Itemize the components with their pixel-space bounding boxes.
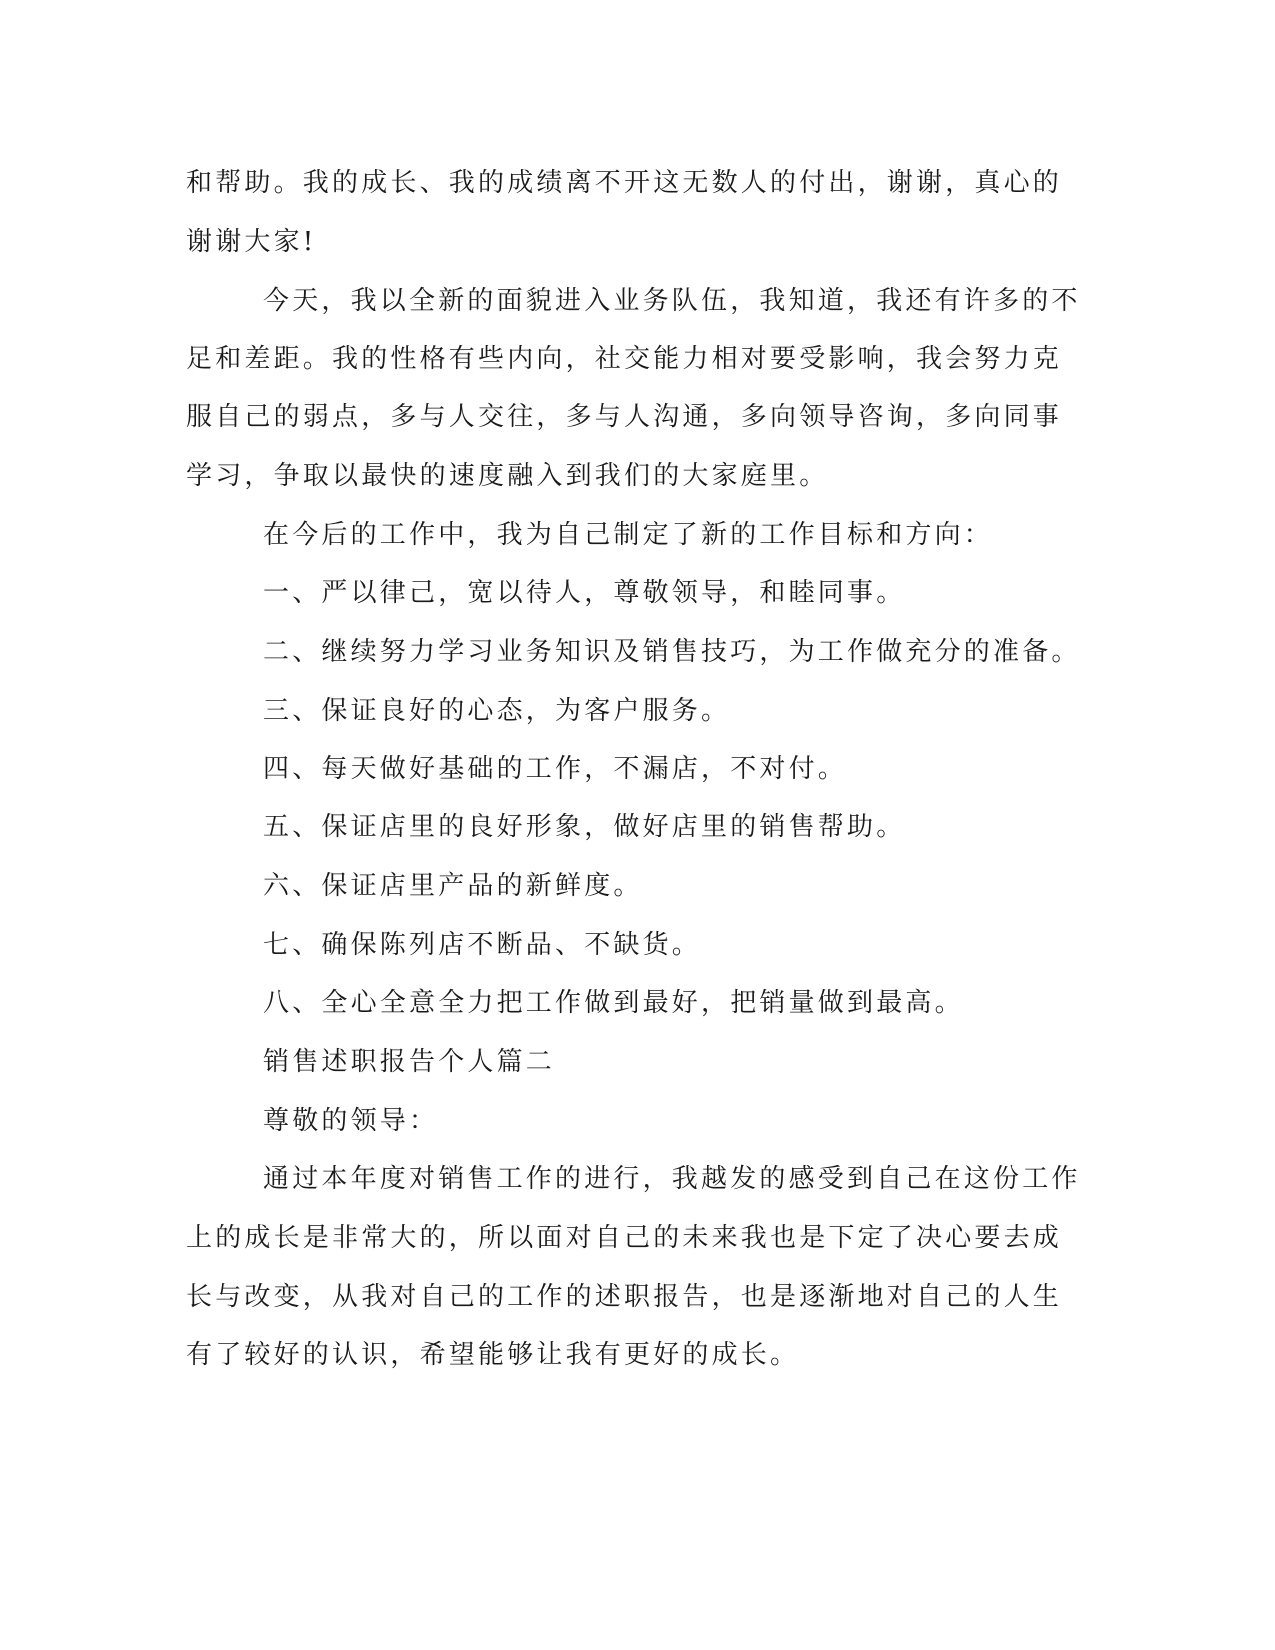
list-item: 三、保证良好的心态，为客户服务。 — [263, 696, 731, 726]
list-item: 五、保证店里的良好形象，做好店里的销售帮助。 — [263, 812, 906, 842]
list-item: 六、保证店里产品的新鲜度。 — [263, 871, 643, 901]
paragraph-line: 足和差距。我的性格有些内向，社交能力相对要受影响，我会努力克 — [186, 344, 1063, 374]
paragraph-line: 通过本年度对销售工作的进行，我越发的感受到自己在这份工作 — [263, 1164, 1081, 1194]
paragraph-line: 谢谢大家! — [186, 227, 317, 257]
salutation: 尊敬的领导： — [263, 1106, 439, 1136]
paragraph-line: 长与改变，从我对自己的工作的述职报告，也是逐渐地对自己的人生 — [186, 1282, 1063, 1312]
section-heading: 销售述职报告个人篇二 — [263, 1047, 556, 1077]
list-item: 八、全心全意全力把工作做到最好，把销量做到最高。 — [263, 988, 964, 1018]
list-item: 四、每天做好基础的工作，不漏店，不对付。 — [263, 754, 848, 784]
paragraph-line: 今天，我以全新的面貌进入业务队伍，我知道，我还有许多的不 — [263, 286, 1081, 316]
paragraph-line: 和帮助。我的成长、我的成绩离不开这无数人的付出，谢谢，真心的 — [186, 168, 1063, 198]
list-item: 一、严以律己，宽以待人，尊敬领导，和睦同事。 — [263, 578, 906, 608]
paragraph-line: 在今后的工作中，我为自己制定了新的工作目标和方向： — [263, 520, 994, 550]
paragraph-line: 服自己的弱点，多与人交往，多与人沟通，多向领导咨询，多向同事 — [186, 402, 1063, 432]
list-item: 二、继续努力学习业务知识及销售技巧，为工作做充分的准备。 — [263, 637, 1081, 667]
paragraph-line: 有了较好的认识，希望能够让我有更好的成长。 — [186, 1340, 800, 1370]
list-item: 七、确保陈列店不断品、不缺货。 — [263, 930, 702, 960]
paragraph-line: 学习，争取以最快的速度融入到我们的大家庭里。 — [186, 461, 829, 491]
paragraph-line: 上的成长是非常大的，所以面对自己的未来我也是下定了决心要去成 — [186, 1223, 1063, 1253]
